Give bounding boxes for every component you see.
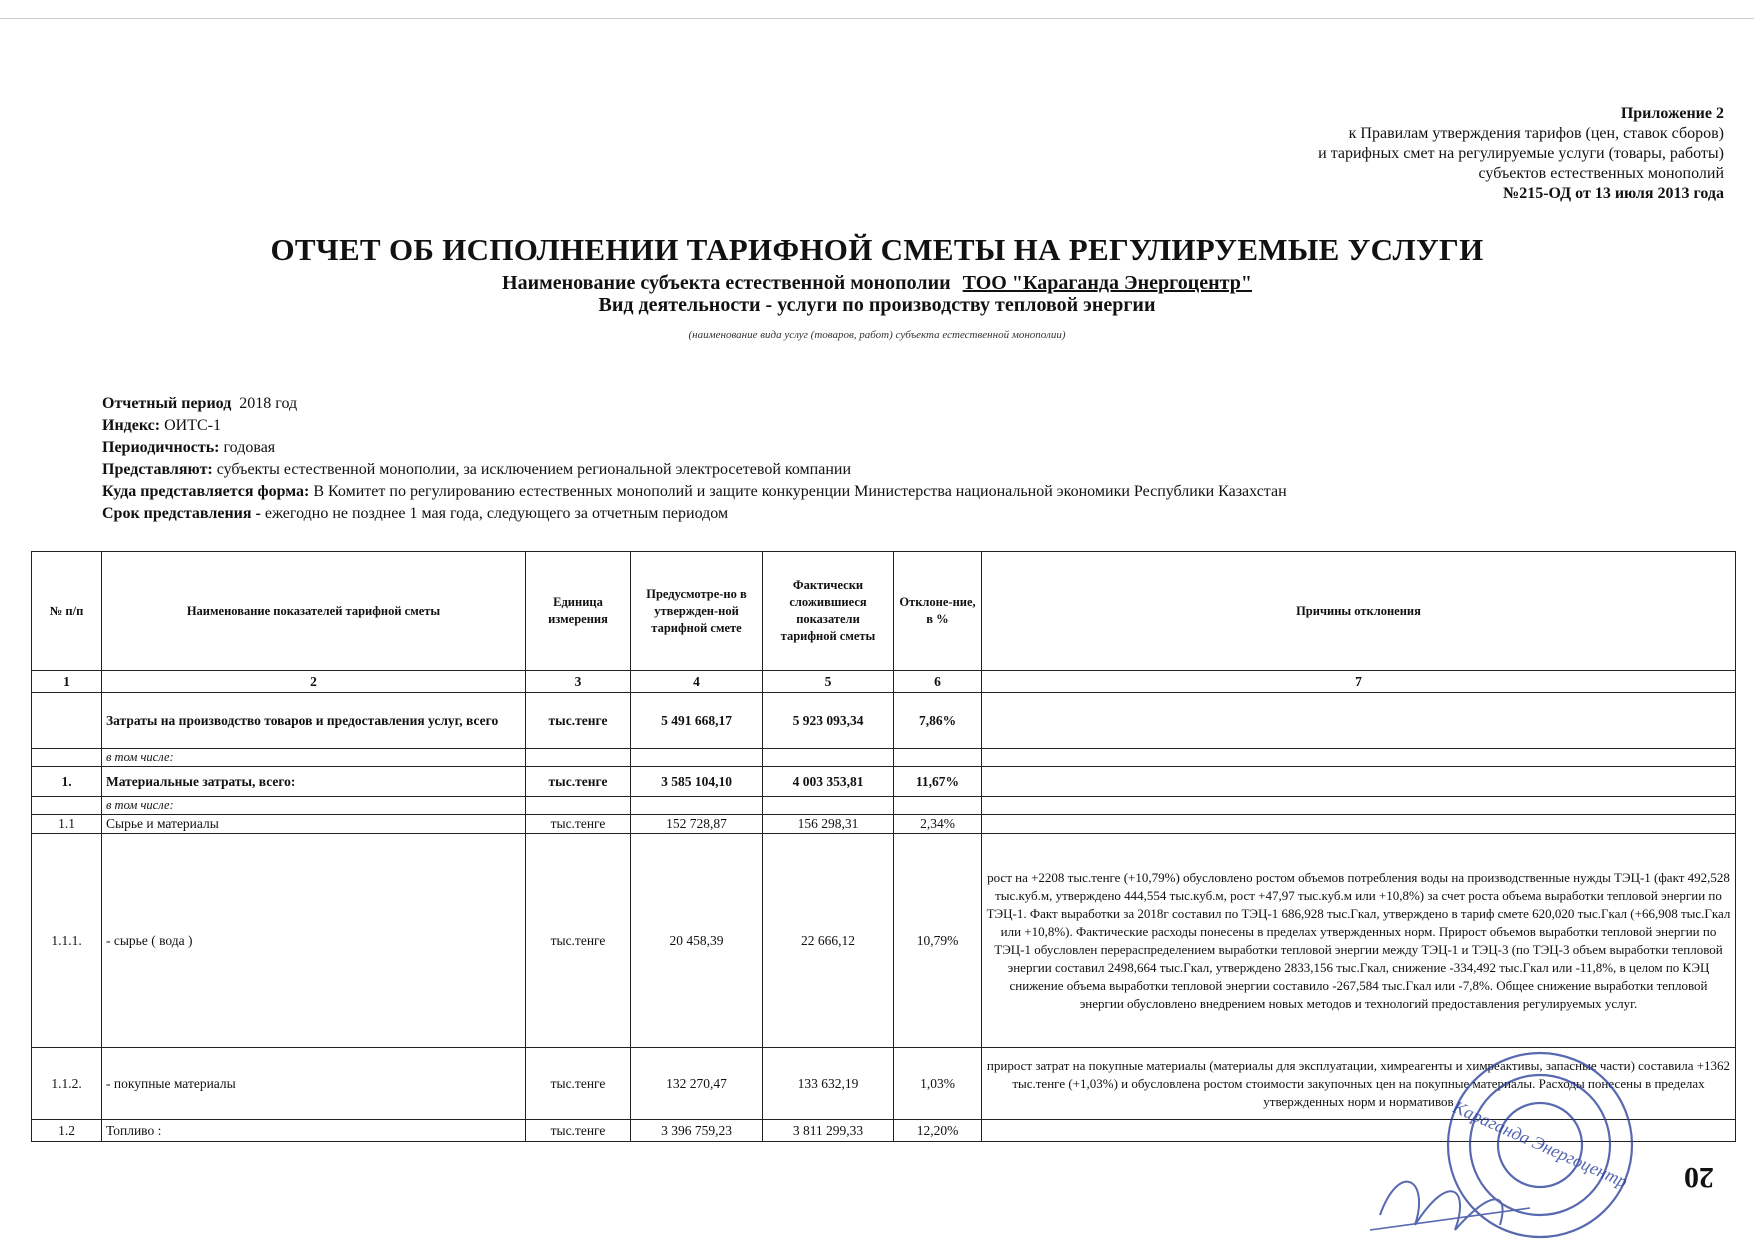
- row-fact: 156 298,31: [763, 815, 894, 834]
- row-plan: 132 270,47: [631, 1048, 763, 1120]
- row-dev: 2,34%: [894, 815, 982, 834]
- row-reason: рост на +2208 тыс.тенге (+10,79%) обусловлено ростом объемов потребления воды на производственные нужды ТЭЦ-1 (факт 492,528 тыс.куб.м, утверждено 444,554 тыс.куб.м, рост +47,97 тыс.куб.м или +10,8%) за счет роста объема выработки тепловой энергии по ТЭЦ-1. Факт выработки за 2018г составил по ТЭЦ-1 686,928 тыс.Гкал, утверждено в тариф смете 620,020 тыс.Гкал (+66,908 тыс.Гкал или +10,8%). Фактические расходы понесены в пределах утвержденных норм. Прирост объемов выработки тепловой энергии по ТЭЦ-1 обусловлен перераспределением выработки тепловой энергии между ТЭЦ-1 и ТЭЦ-3 (по ТЭЦ-3 объем выработки тепловой энергии составил 2498,664 тыс.Гкал, утверждено 2833,156 тыс.Гкал, снижение -334,492 тыс.Гкал или -11,8%, в целом по КЭЦ снижение объема выработки тепловой энергии составило -267,584 тыс.Гкал или -7,8%. Общее снижение выработки тепловой энергии обусловлено внедрением новых методов и технологий предоставления регулируемых услуг.: [982, 834, 1736, 1048]
- row-fact: 133 632,19: [763, 1048, 894, 1120]
- appendix-line: и тарифных смет на регулируемые услуги (товары, работы): [1318, 145, 1724, 162]
- row-unit: тыс.тенге: [526, 1048, 631, 1120]
- row-num: [32, 797, 102, 815]
- row-name: в том числе:: [102, 749, 526, 767]
- meta-index: [102, 415, 1287, 437]
- col-number: 4: [631, 671, 763, 693]
- row-reason: [982, 767, 1736, 797]
- row-name: Затраты на производство товаров и предоставления услуг, всего: [102, 693, 526, 749]
- header-fact: Фактически сложившиеся показатели тарифной сметы: [763, 552, 894, 671]
- table-row: [32, 749, 1736, 767]
- submitters-label: Представляют:: [102, 461, 213, 478]
- meta-block: [102, 393, 1287, 525]
- header-deviation: Отклоне-ние, в %: [894, 552, 982, 671]
- index-label: Индекс:: [102, 417, 161, 434]
- row-reason: прирост затрат на покупные материалы (материалы для эксплуатации, химреагенты и химреактивы, запасные части) составила +1362 тыс.тенге (+1,03%) и обусловлена ростом стоимости закупочных цен на покупные материалы. Расходы понесены в пределах утвержденных норм и нормативов: [982, 1048, 1736, 1120]
- table-header-row: [32, 552, 1736, 671]
- row-fact: 22 666,12: [763, 834, 894, 1048]
- scan-edge-line: [0, 18, 1754, 19]
- appendix-line: субъектов естественных монополий: [1478, 165, 1724, 182]
- index-value: ОИТС-1: [164, 417, 221, 434]
- period-label: Отчетный период: [102, 395, 232, 412]
- row-plan: [631, 749, 763, 767]
- row-dev: 1,03%: [894, 1048, 982, 1120]
- destination-value: В Комитет по регулированию естественных монополий и защите конкуренции Министерства национальной экономики Республики Казахстан: [313, 483, 1287, 500]
- row-name: Сырье и материалы: [102, 815, 526, 834]
- row-plan: 20 458,39: [631, 834, 763, 1048]
- meta-frequency: [102, 437, 1287, 459]
- period-value: 2018 год: [239, 395, 298, 412]
- appendix-order: №215-ОД от 13 июля 2013 года: [1503, 185, 1724, 202]
- table-number-row: [32, 671, 1736, 693]
- header-num: № п/п: [32, 552, 102, 671]
- header-unit: Единица измерения: [526, 552, 631, 671]
- row-num: 1.2: [32, 1120, 102, 1142]
- table-row: [32, 767, 1736, 797]
- row-unit: тыс.тенге: [526, 815, 631, 834]
- appendix-block: [1024, 104, 1724, 204]
- frequency-value: годовая: [223, 439, 276, 456]
- subject-label: Наименование субъекта естественной монополии: [502, 272, 951, 294]
- subject-line: [0, 272, 1754, 295]
- row-plan: 3 396 759,23: [631, 1120, 763, 1142]
- col-number: 3: [526, 671, 631, 693]
- row-name: Материальные затраты, всего:: [102, 767, 526, 797]
- table-row: [32, 797, 1736, 815]
- row-dev: 11,67%: [894, 767, 982, 797]
- row-fact: 3 811 299,33: [763, 1120, 894, 1142]
- row-name: - сырье ( вода ): [102, 834, 526, 1048]
- row-num: [32, 749, 102, 767]
- appendix-title: Приложение 2: [1620, 105, 1724, 122]
- row-reason: [982, 749, 1736, 767]
- row-dev: 12,20%: [894, 1120, 982, 1142]
- table-row: [32, 693, 1736, 749]
- row-name: Топливо :: [102, 1120, 526, 1142]
- col-number: 7: [982, 671, 1736, 693]
- row-plan: 152 728,87: [631, 815, 763, 834]
- col-number: 5: [763, 671, 894, 693]
- row-fact: [763, 749, 894, 767]
- row-plan: 3 585 104,10: [631, 767, 763, 797]
- row-dev: 10,79%: [894, 834, 982, 1048]
- frequency-label: Периодичность:: [102, 439, 220, 456]
- row-plan: [631, 797, 763, 815]
- row-fact: 4 003 353,81: [763, 767, 894, 797]
- appendix-line: к Правилам утверждения тарифов (цен, ставок сборов): [1348, 125, 1724, 142]
- company-stamp: [1360, 1040, 1660, 1240]
- row-num: 1.1: [32, 815, 102, 834]
- row-plan: 5 491 668,17: [631, 693, 763, 749]
- meta-deadline: [102, 503, 1287, 525]
- row-fact: 5 923 093,34: [763, 693, 894, 749]
- meta-submitters: [102, 459, 1287, 481]
- document-title: ОТЧЕТ ОБ ИСПОЛНЕНИИ ТАРИФНОЙ СМЕТЫ НА РЕГУЛИРУЕМЫЕ УСЛУГИ: [270, 232, 1484, 267]
- header-plan: Предусмотре-но в утвержден-ной тарифной смете: [631, 552, 763, 671]
- row-name: в том числе:: [102, 797, 526, 815]
- row-reason: [982, 797, 1736, 815]
- table-row: [32, 834, 1736, 1048]
- col-number: 2: [102, 671, 526, 693]
- row-num: 1.: [32, 767, 102, 797]
- row-unit: тыс.тенге: [526, 693, 631, 749]
- row-fact: [763, 797, 894, 815]
- header-reason: Причины отклонения: [982, 552, 1736, 671]
- row-unit: [526, 797, 631, 815]
- row-dev: [894, 749, 982, 767]
- destination-label: Куда представляется форма:: [102, 483, 310, 500]
- submitters-value: субъекты естественной монополии, за исключением региональной электросетевой компании: [216, 461, 852, 478]
- meta-period: [102, 393, 1287, 415]
- deadline-value: ежегодно не позднее 1 мая года, следующего за отчетным периодом: [264, 505, 729, 522]
- activity-line: Вид деятельности - услуги по производству тепловой энергии: [598, 294, 1156, 316]
- table-row: [32, 815, 1736, 834]
- row-dev: 7,86%: [894, 693, 982, 749]
- col-number: 6: [894, 671, 982, 693]
- row-num: 1.1.1.: [32, 834, 102, 1048]
- row-unit: тыс.тенге: [526, 1120, 631, 1142]
- row-reason: [982, 815, 1736, 834]
- meta-destination: [102, 481, 1287, 503]
- stamp-seal-icon: [1370, 1053, 1632, 1237]
- row-dev: [894, 797, 982, 815]
- row-unit: тыс.тенге: [526, 767, 631, 797]
- activity-hint: (наименование вида услуг (товаров, работ) субъекта естественной монополии): [688, 329, 1066, 341]
- col-number: 1: [32, 671, 102, 693]
- row-name: - покупные материалы: [102, 1048, 526, 1120]
- header-name: Наименование показателей тарифной сметы: [102, 552, 526, 671]
- row-unit: тыс.тенге: [526, 834, 631, 1048]
- row-num: [32, 693, 102, 749]
- stamp-org-name: Караганда Энергоцентр: [1450, 1096, 1631, 1192]
- row-num: 1.1.2.: [32, 1048, 102, 1120]
- deadline-label: Срок представления -: [102, 505, 261, 522]
- page-number: 20: [1684, 1161, 1714, 1194]
- row-reason: [982, 693, 1736, 749]
- subject-name: ТОО "Караганда Энергоцентр": [962, 272, 1252, 294]
- row-unit: [526, 749, 631, 767]
